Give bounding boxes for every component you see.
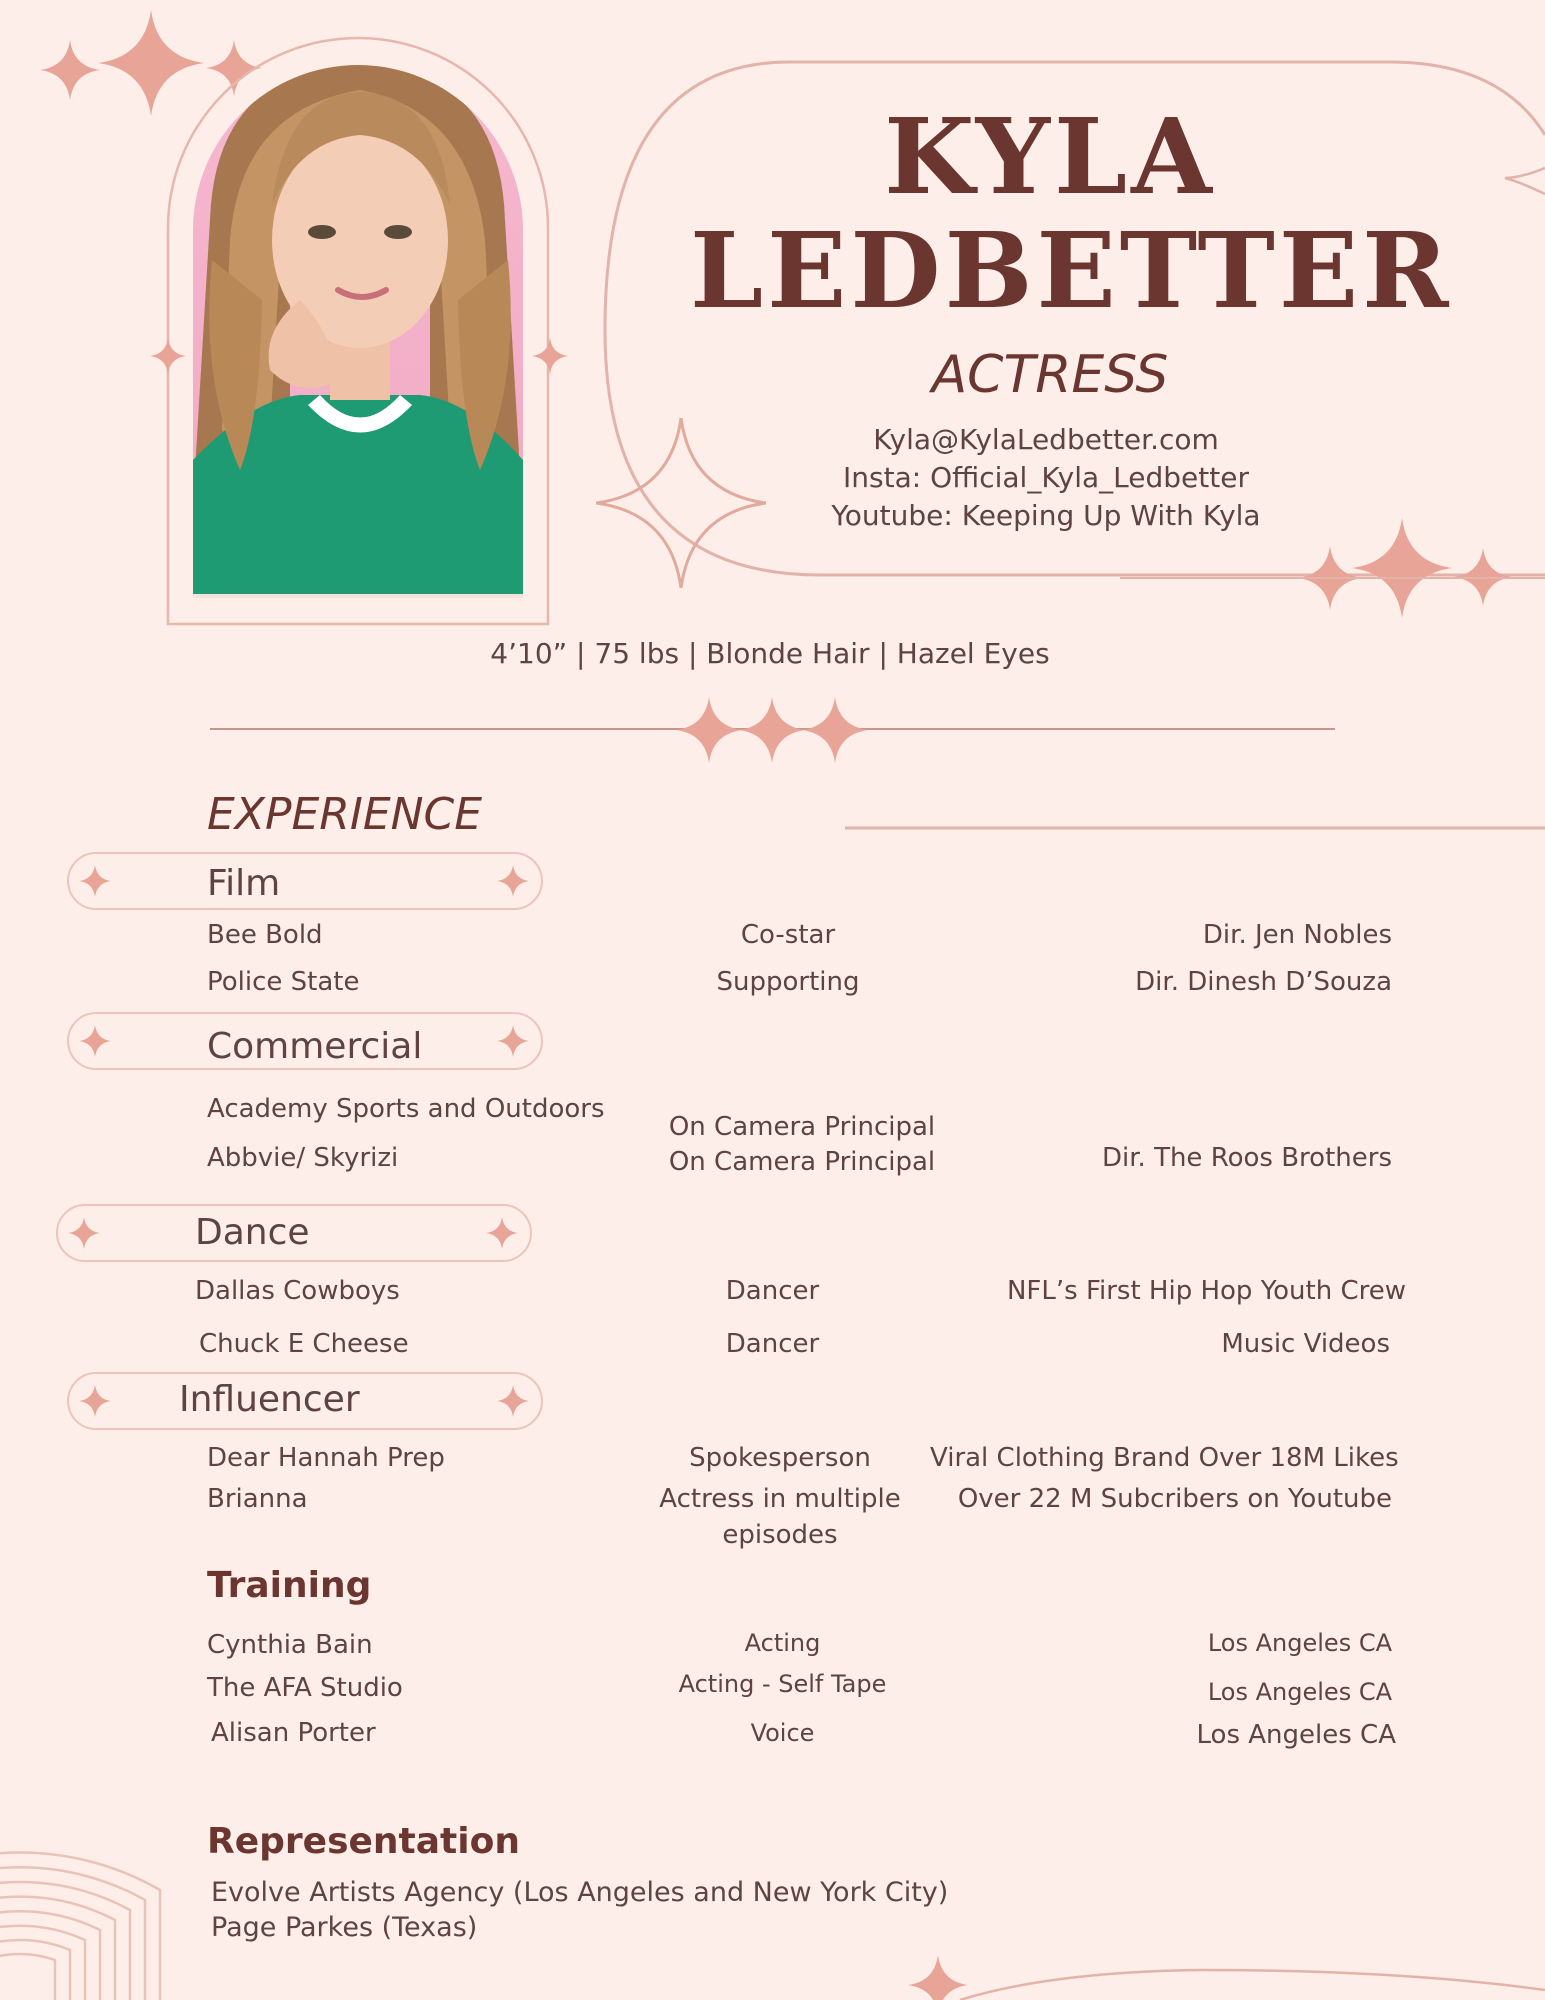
- experience-heading: EXPERIENCE: [207, 789, 483, 840]
- influencer-title: Dear Hannah Prep: [207, 1443, 445, 1473]
- commercial-title: Abbvie/ Skyrizi: [207, 1143, 399, 1173]
- influencer-title: Brianna: [207, 1484, 308, 1514]
- commercial-label: Commercial: [207, 1026, 423, 1067]
- role-title: ACTRESS: [931, 345, 1169, 405]
- training-name: Cynthia Bain: [207, 1630, 373, 1660]
- youtube-text: Youtube: Keeping Up With Kyla: [831, 499, 1261, 532]
- film-label: Film: [207, 863, 281, 904]
- influencer-detail: Viral Clothing Brand Over 18M Likes: [930, 1443, 1399, 1473]
- influencer-label: Influencer: [179, 1379, 360, 1420]
- training-name: Alisan Porter: [211, 1718, 376, 1748]
- training-name: The AFA Studio: [207, 1673, 403, 1703]
- training-location: Los Angeles CA: [1196, 1720, 1396, 1750]
- film-role: Supporting: [716, 967, 860, 997]
- portrait-photo: [193, 60, 523, 600]
- training-location: Los Angeles CA: [1207, 1678, 1392, 1706]
- film-role: Co-star: [740, 920, 836, 950]
- representation-heading: Representation: [207, 1821, 520, 1862]
- film-title: Bee Bold: [207, 920, 323, 950]
- stats-text: 4’10” | 75 lbs | Blonde Hair | Hazel Eyes: [490, 637, 1050, 670]
- commercial-role: On Camera Principal: [668, 1112, 936, 1142]
- influencer-detail: Over 22 M Subcribers on Youtube: [957, 1484, 1392, 1514]
- training-type: Acting: [744, 1629, 821, 1657]
- training-type: Acting - Self Tape: [678, 1670, 887, 1698]
- film-detail: Dir. Dinesh D’Souza: [1135, 967, 1392, 997]
- film-detail: Dir. Jen Nobles: [1202, 920, 1392, 950]
- email-text: Kyla@KylaLedbetter.com: [873, 423, 1219, 456]
- commercial-role: On Camera Principal: [668, 1147, 936, 1177]
- training-type: Voice: [750, 1719, 815, 1747]
- representation-line: Page Parkes (Texas): [211, 1912, 478, 1943]
- influencer-role: episodes: [722, 1520, 838, 1550]
- first-name: KYLA: [884, 95, 1216, 218]
- dance-title: Chuck E Cheese: [199, 1329, 409, 1359]
- last-name: LEDBETTER: [690, 209, 1453, 332]
- commercial-title: Academy Sports and Outdoors: [207, 1094, 605, 1124]
- training-heading: Training: [207, 1565, 372, 1606]
- sparkle-icon: [40, 10, 262, 116]
- influencer-role: Actress in multiple: [659, 1484, 901, 1514]
- film-title: Police State: [207, 967, 360, 997]
- dance-role: Dancer: [725, 1276, 820, 1306]
- commercial-detail: Dir. The Roos Brothers: [1102, 1143, 1392, 1173]
- dance-label: Dance: [195, 1212, 310, 1253]
- dance-detail: Music Videos: [1221, 1329, 1390, 1359]
- dance-title: Dallas Cowboys: [195, 1276, 400, 1306]
- representation-line: Evolve Artists Agency (Los Angeles and New York City): [211, 1877, 949, 1908]
- influencer-role: Spokesperson: [689, 1443, 871, 1473]
- dance-detail: NFL’s First Hip Hop Youth Crew: [1006, 1276, 1406, 1306]
- dance-role: Dancer: [725, 1329, 820, 1359]
- training-location: Los Angeles CA: [1207, 1629, 1392, 1657]
- insta-text: Insta: Official_Kyla_Ledbetter: [843, 461, 1249, 494]
